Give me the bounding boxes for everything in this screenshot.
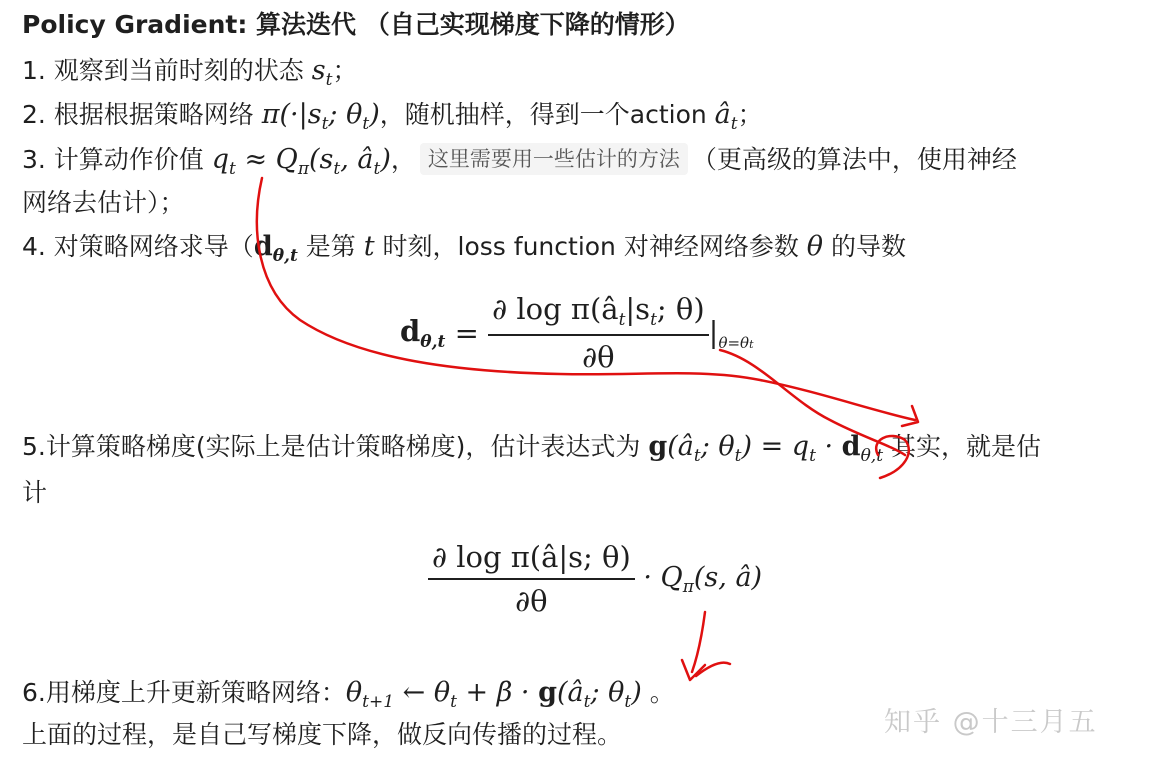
step-1-end: ； [332, 56, 358, 85]
step-4: 4. 对策略网络求导（$d_{\theta,t}$ 是第 t 时刻，loss function 对神经网络参数 θ 的导数 [22, 231, 907, 266]
inline-code-note: 这里需要用一些估计的方法 [420, 143, 688, 175]
step-3: 3. 计算动作价值 $q_t \approx Q_\pi(s_t$, $â_t$)， 这里需要用一些估计的方法 （更高级的算法中，使用神经 [22, 144, 1017, 179]
step-6-text: 6.用梯度上升更新策略网络： [22, 678, 346, 707]
step-3-after: （更高级的算法中，使用神经 [691, 145, 1017, 174]
step-2-after: ，随机抽样，得到一个action [379, 100, 715, 129]
annotation-tick [696, 663, 730, 676]
gradient-formula: $g(â_t$; $\theta_t) = q_t \cdot d_{\theta,t}$ [648, 431, 884, 466]
annotation-arrow-down [692, 612, 705, 672]
theta-symbol: θ [806, 231, 824, 262]
step-3-text: 3. 计算动作价值 [22, 145, 212, 174]
step-4-text: 4. 对策略网络求导（ [22, 232, 254, 261]
annotation-arrowhead-1 [902, 406, 918, 426]
step-5: 5.计算策略梯度(实际上是估计策略梯度)，估计表达式为 $g(â_t$; $\theta_t) = q_t \cdot d_{\theta,t}$ 其实，就是估 [22, 431, 1041, 466]
step-3-continued: 网络去估计）； [22, 188, 185, 217]
derivative-symbol: $d_{\theta,t}$ [253, 231, 298, 266]
annotation-arrowhead-2 [682, 660, 705, 680]
watermark: 知乎 @十三月五 [884, 707, 1098, 738]
state-symbol: $s_t$ [311, 55, 333, 90]
page-title: Policy Gradient: 算法迭代 （自己实现梯度下降的情形） [22, 10, 690, 39]
step-1 [22, 54, 357, 97]
policy-formula: $\pi(\cdot|s_t$; $\theta_t$) [261, 99, 380, 134]
step-2: 2. 根据根据策略网络 $\pi(\cdot|s_t$; $\theta_t$)，随机抽样，得到一个action $â_t$； [22, 99, 763, 134]
estimate-fraction: $\frac{\text{∂ log π(â|s; θ)}}{\partial\theta}$ [428, 540, 635, 618]
estimate-equation: $\frac{\text{∂ log π(â|s; θ)}}{\partial\theta}$ · $Q_\pi(s$, â) [428, 540, 762, 618]
step-2-text: 2. 根据根据策略网络 [22, 100, 262, 129]
action-value-formula: $q_t \approx Q_\pi(s_t$, $â_t$) [211, 144, 391, 179]
derivative-fraction: $\frac{\partial \log \pi(â_t|s_t; \theta)}{\partial\theta}$ [488, 292, 709, 374]
step-6: 6.用梯度上升更新策略网络：$\theta_{t+1}$ ← $\theta_t + \beta$ · $g(â_t$; $\theta_t$) 。 [22, 677, 675, 712]
step-1-text: 1. 观察到当前时刻的状态 [22, 56, 312, 85]
update-formula: $\theta_{t+1}$ ← $\theta_t + \beta$ · $g(â_t$; $\theta_t$) [345, 677, 642, 712]
derivative-equation: $d_{\theta,t}$ = $\frac{\partial \log \pi(â_t|s_t; \theta)}{\partial\theta}$ $|_{\theta=\theta t}$ [400, 292, 754, 374]
action-symbol: $â_t$ [714, 99, 738, 134]
final-note: 上面的过程，是自己写梯度下降，做反向传播的过程。 [22, 720, 623, 749]
step-5-continued: 计 [22, 478, 48, 507]
step-5-text: 5.计算策略梯度(实际上是估计策略梯度)，估计表达式为 [22, 432, 649, 461]
time-symbol: t [363, 231, 375, 262]
